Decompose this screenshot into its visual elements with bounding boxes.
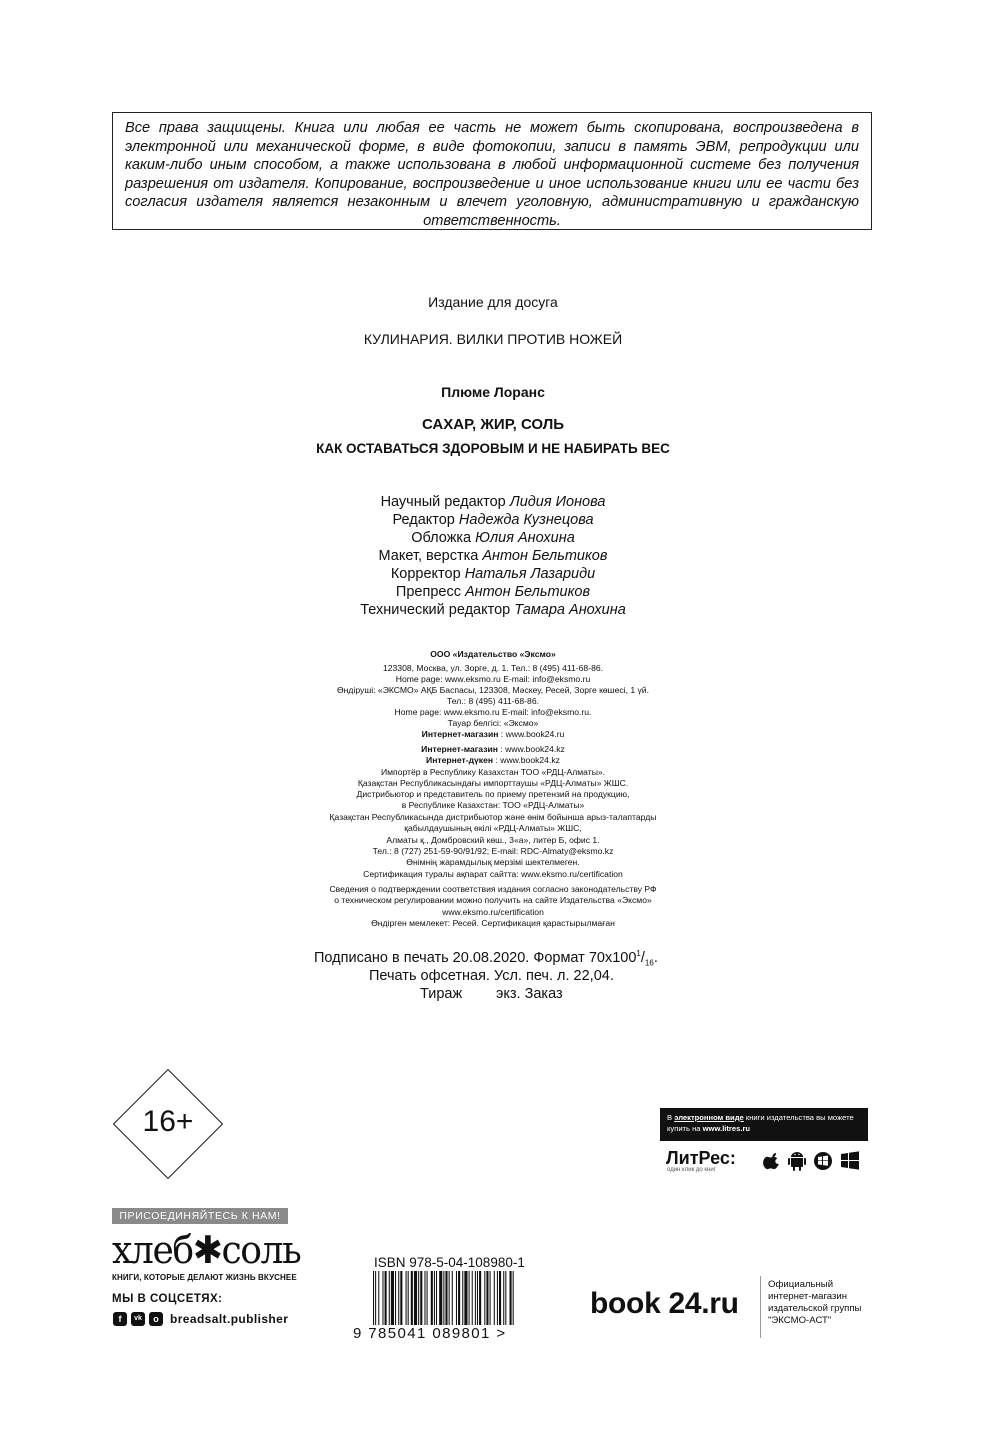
age-rating-badge	[112, 1068, 224, 1180]
book24-desc-line: издательской группы	[768, 1303, 862, 1314]
android-icon	[787, 1150, 807, 1172]
shop-line-3	[0, 755, 986, 765]
credit-role: Корректор	[390, 566, 461, 582]
book24-desc-line: интернет-магазин	[768, 1291, 848, 1302]
credit-role: Технический редактор	[360, 602, 511, 618]
shop-line-1	[0, 729, 986, 739]
litres-banner-line2	[667, 1123, 868, 1134]
book-title: САХАР, ЖИР, СОЛЬ	[421, 416, 565, 433]
barcode-digits: 9 785041 089801 >	[353, 1325, 507, 1342]
credit-line	[0, 583, 986, 601]
hleb-sol-slogan: КНИГИ, КОТОРЫЕ ДЕЛАЮТ ЖИЗНЬ ВКУСНЕЕ	[112, 1273, 297, 1282]
publisher-name: ООО «Издательство «Эксмо»	[430, 649, 556, 659]
litres-site: www.litres.ru	[702, 1124, 751, 1133]
print-signed: Подписано в печать 20.08.2020. Формат 70x100	[314, 949, 637, 966]
rights-notice-text: Все права защищены. Книга или любая ее часть не может быть скопирована, воспроизведена в электронной или механической форме, в виде фотокопии, записи в память ЭВМ, репродукции или каким-либо иным способом, а также использована в любой информационной системе без получения разрешения от издателя. Копирование, воспроизведение и иное использование книги или ее части без согласия издателя является незаконным и влечет уголовную, административную и гражданскую ответственность.	[125, 120, 859, 229]
format-sub: 16	[644, 958, 654, 968]
kz-line: Қазақстан Республикасындағы импорттаушы «РДЦ-Алматы» ЖШС.	[357, 778, 629, 788]
publisher-line: Өндіруші: «ЭКСМО» АҚБ Баспасы, 123308, Мәскеу, Ресей, Зорге көшесі, 1 үй.	[337, 685, 649, 695]
credit-role: Научный редактор	[380, 494, 506, 510]
social-handle: breadsalt.publisher	[170, 1312, 289, 1326]
litres-logo: ЛитРес:	[666, 1148, 736, 1168]
shop-value: : www.book24.ru	[498, 729, 565, 739]
join-us-banner: ПРИСОЕДИНЯЙТЕСЬ К НАМ!	[112, 1208, 288, 1224]
kz-line: Қазақстан Республикасында дистрибьютор және өнім бойынша арыз-талаптарды	[329, 812, 657, 822]
instagram-icon: o	[149, 1312, 163, 1326]
publisher-line: Home page: www.eksmo.ru E-mail: info@eksmo.ru	[395, 674, 591, 684]
credit-line	[0, 565, 986, 583]
credit-role: Обложка	[411, 530, 472, 546]
credit-person: Наталья Лазариди	[464, 566, 596, 582]
series-title: КУЛИНАРИЯ. ВИЛКИ ПРОТИВ НОЖЕЙ	[363, 331, 623, 347]
cert-line: Өндірген мемлекет: Ресей. Сертификация қарастырылмаған	[371, 918, 615, 928]
shop-value: : www.book24.kz	[493, 755, 560, 765]
credit-person: Юлия Анохина	[475, 530, 575, 546]
cert-line: www.eksmo.ru/certification	[442, 907, 544, 917]
age-rating-text: 16+	[142, 1105, 194, 1138]
windows-phone-icon	[813, 1150, 833, 1172]
kz-line: в Республике Казахстан: ТОО «РДЦ-Алматы»	[401, 800, 585, 810]
credit-line	[0, 529, 986, 547]
book-subtitle: КАК ОСТАВАТЬСЯ ЗДОРОВЫМ И НЕ НАБИРАТЬ ВЕС	[316, 441, 670, 456]
credit-person: Антон Бельтиков	[464, 584, 591, 600]
credit-role: Препресс	[395, 584, 461, 600]
rights-notice-box	[112, 112, 872, 230]
credit-person: Антон Бельтиков	[482, 548, 608, 564]
cert-line: Сведения о подтверждении соответствия издания согласно законодательству РФ	[329, 884, 657, 894]
shop-line-2	[0, 744, 986, 754]
hleb-sol-logo: хлеб✱соль	[112, 1228, 301, 1272]
credit-line	[0, 547, 986, 565]
publisher-line: 123308, Москва, ул. Зорге, д. 1. Тел.: 8 (495) 411-68-86.	[382, 663, 604, 673]
credit-role: Макет, верстка	[378, 548, 479, 564]
kz-line: қабылдаушының өкілі «РДЦ-Алматы» ЖШС,	[404, 823, 582, 833]
kz-line: Дистрибьютор и представитель по приему претензий на продукцию,	[356, 789, 630, 799]
litres-banner	[660, 1108, 868, 1141]
print-tirazh: Тираж	[420, 986, 463, 1002]
shop-label: Интернет-магазин	[421, 744, 498, 754]
book24-description	[768, 1279, 861, 1327]
apple-icon	[762, 1150, 782, 1172]
social-title: МЫ В СОЦСЕТЯХ:	[112, 1293, 223, 1305]
isbn-barcode	[371, 1271, 541, 1327]
shop-label: Интернет-магазин	[421, 729, 499, 739]
isbn-number: ISBN 978-5-04-108980-1	[374, 1255, 525, 1270]
cert-line: о техническом регулировании можно получить на сайте Издательства «Эксмо»	[334, 895, 652, 905]
format-sup: 1	[636, 949, 641, 958]
credit-person: Тамара Анохина	[514, 602, 626, 618]
windows-icon	[840, 1150, 860, 1172]
credit-person: Лидия Ионова	[509, 494, 606, 510]
kz-line: Өнімнің жарамдылық мерзімі шектелмеген.	[406, 857, 580, 867]
kz-line: Импортёр в Республику Казахстан ТОО «РДЦ-Алматы».	[380, 767, 606, 777]
credit-line	[0, 511, 986, 529]
edition-type: Издание для досуга	[428, 294, 558, 310]
litres-banner-line1	[667, 1112, 868, 1123]
facebook-icon: f	[113, 1312, 127, 1326]
banner-text: купить на	[667, 1124, 703, 1133]
book24-desc-line: Официальный	[768, 1279, 834, 1290]
shop-label: Интернет-дүкен	[426, 755, 494, 765]
credit-line	[0, 493, 986, 511]
print-dot: .	[653, 949, 658, 966]
divider	[760, 1276, 761, 1338]
book24-logo: book 24.ru	[590, 1287, 739, 1320]
print-info-line2: Печать офсетная. Усл. печ. л. 22,04.	[369, 968, 614, 984]
credit-line	[0, 601, 986, 619]
banner-text: В	[667, 1113, 675, 1122]
vk-icon: vk	[131, 1312, 145, 1326]
publisher-line: Тел.: 8 (495) 411-68-86.	[447, 696, 539, 706]
kz-line: Алматы қ., Домбровский көш., 3«а», литер Б, офис 1.	[386, 835, 600, 845]
book24-desc-line: "ЭКСМО-АСТ"	[768, 1315, 832, 1326]
banner-bold-text: электронном виде	[674, 1113, 744, 1122]
credit-person: Надежда Кузнецова	[458, 512, 594, 528]
kz-line: Сертификация туралы ақпарат сайтта: www.eksmo.ru/certification	[363, 869, 623, 879]
shop-value: : www.book24.kz	[497, 744, 565, 754]
banner-text: книги издательства вы можете	[743, 1113, 854, 1122]
kz-line: Тел.: 8 (727) 251-59-90/91/92; E-mail: RDC-Almaty@eksmo.kz	[372, 846, 614, 856]
publisher-line: Home page: www.eksmo.ru E-mail: info@eksmo.ru.	[394, 707, 592, 717]
litres-slogan: один клик до книг	[667, 1167, 716, 1173]
print-order: экз. Заказ	[496, 986, 563, 1002]
publisher-line: Тауар белгісі: «Эксмо»	[447, 718, 539, 728]
credit-role: Редактор	[392, 512, 455, 528]
author-name: Плюме Лоранс	[441, 384, 545, 400]
print-info-line1: Подписано в печать 20.08.2020. Формат $70x100^1/_{16}$.	[314, 949, 658, 968]
